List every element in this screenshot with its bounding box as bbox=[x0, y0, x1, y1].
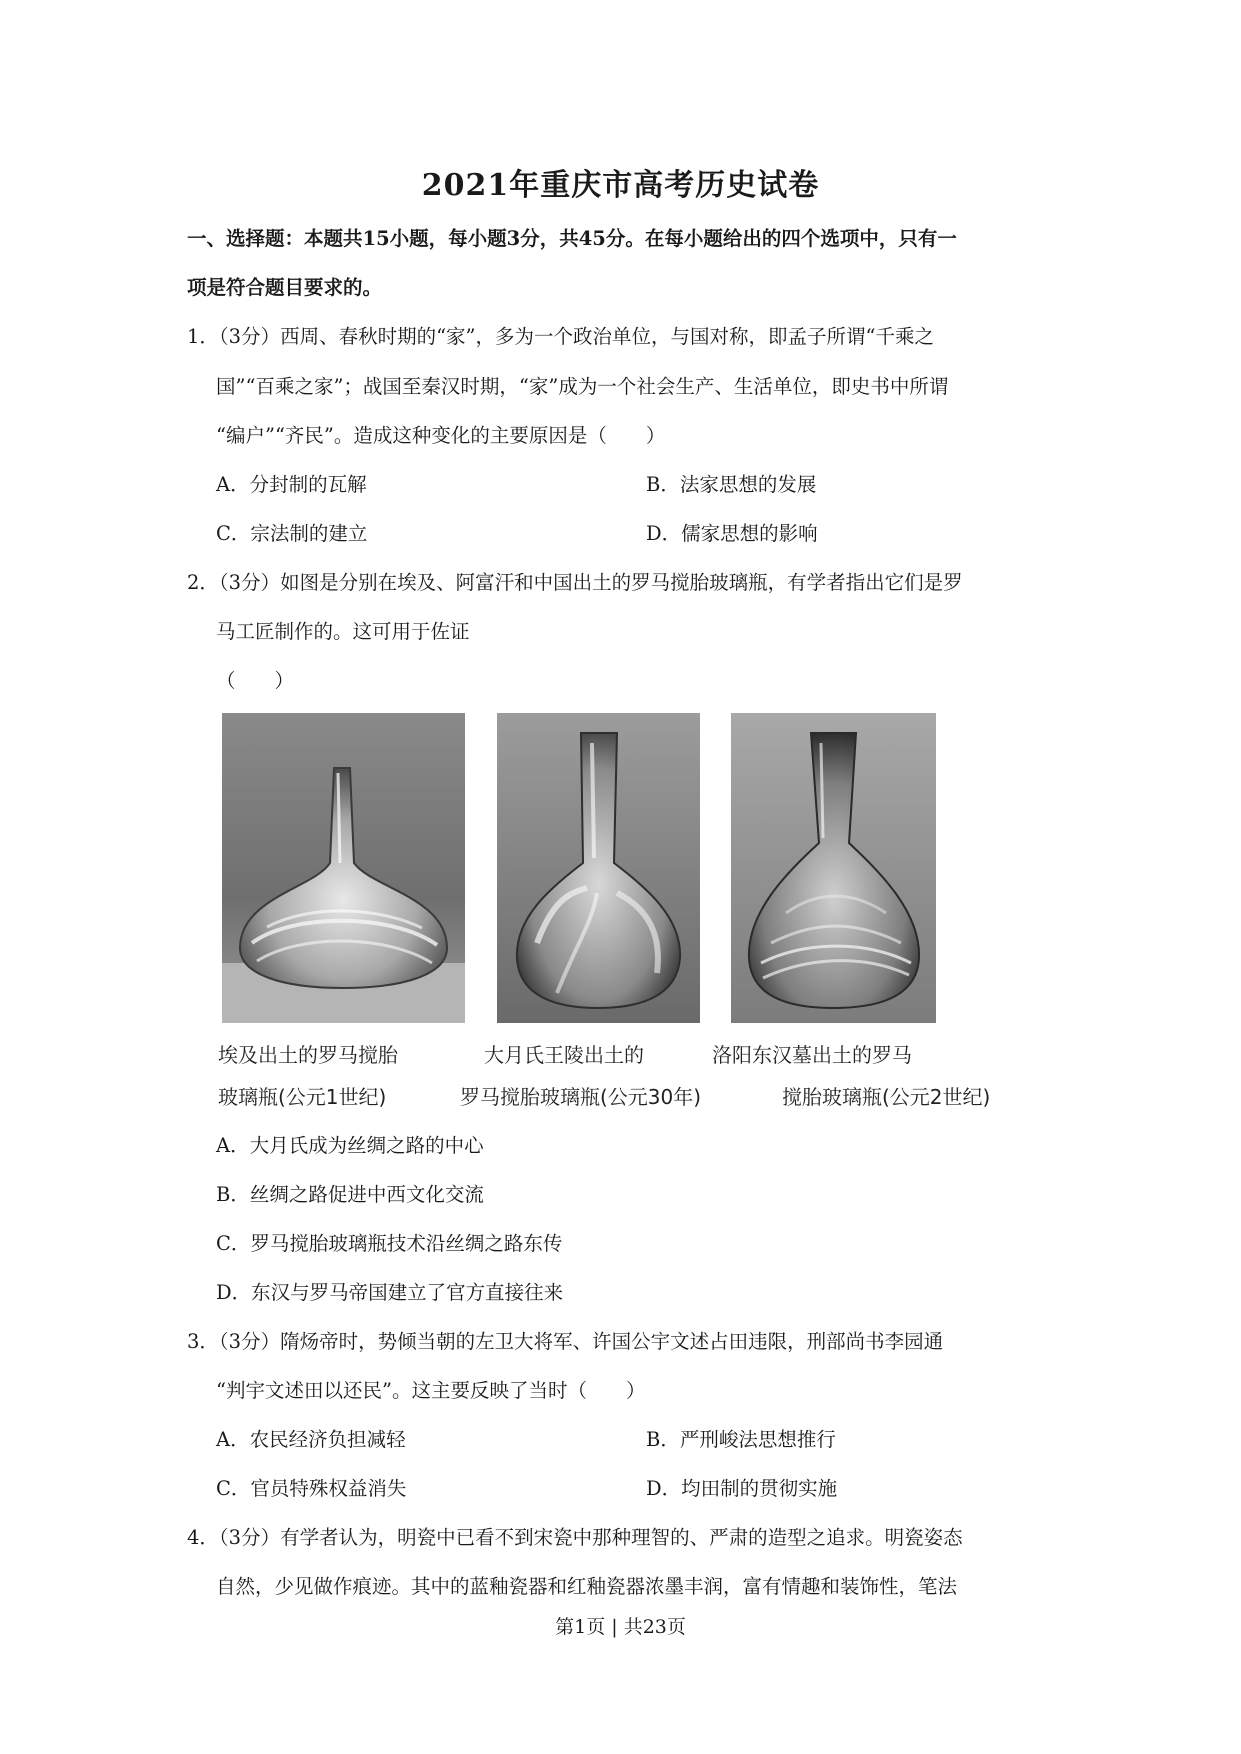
luoyang-glass-flask-photo bbox=[731, 713, 936, 1023]
egypt-glass-flask-photo bbox=[222, 713, 465, 1023]
q2-stem-line-2: 马工匠制作的。这可用于佐证 bbox=[216, 620, 470, 643]
q2-option-d: D．东汉与罗马帝国建立了官方直接往来 bbox=[216, 1281, 564, 1304]
q3-stem-line-1: 3．（3分）隋炀帝时，势倾当朝的左卫大将军、许国公宇文述占田违限，刑部尚书李园通 bbox=[187, 1330, 944, 1353]
q1-stem-line-1: 1．（3分）西周、春秋时期的“家”，多为一个政治单位，与国对称，即孟子所谓“千乘之 bbox=[187, 325, 934, 348]
section-heading-line-2: 项是符合题目要求的。 bbox=[187, 276, 383, 299]
q3-stem-line-2: “判宇文述田以还民”。这主要反映了当时（ ） bbox=[216, 1379, 646, 1402]
q4-stem-line-2: 自然，少见做作痕迹。其中的蓝釉瓷器和红釉瓷器浓墨丰润，富有情趣和装饰性，笔法 bbox=[216, 1575, 958, 1598]
afghanistan-glass-flask-photo bbox=[497, 713, 700, 1023]
q2-stem-line-1: 2．（3分）如图是分别在埃及、阿富汗和中国出土的罗马搅胎玻璃瓶，有学者指出它们是罗 bbox=[187, 571, 963, 594]
q2-option-b: B．丝绸之路促进中西文化交流 bbox=[216, 1183, 484, 1206]
q1-option-c: C．宗法制的建立 bbox=[216, 522, 368, 545]
q4-stem-line-1: 4．（3分）有学者认为，明瓷中已看不到宋瓷中那种理智的、严肃的造型之追求。明瓷姿态 bbox=[187, 1526, 963, 1549]
q3-option-d: D．均田制的贯彻实施 bbox=[646, 1477, 838, 1500]
q3-option-a: A．农民经济负担减轻 bbox=[216, 1428, 406, 1451]
q1-stem-line-3: “编户”“齐民”。造成这种变化的主要原因是（ ） bbox=[216, 424, 666, 447]
q1-stem-line-2: 国”“百乘之家”；战国至秦汉时期，“家”成为一个社会生产、生活单位，即史书中所谓 bbox=[216, 375, 949, 398]
q3-option-b: B．严刑峻法思想推行 bbox=[646, 1428, 836, 1451]
section-heading-line-1: 一、选择题：本题共15小题，每小题3分，共45分。在每小题给出的四个选项中，只有一 bbox=[187, 227, 957, 250]
caption-afghanistan-line-1: 大月氏王陵出土的 bbox=[484, 1043, 644, 1067]
caption-luoyang-line-2: 搅胎玻璃瓶(公元2世纪) bbox=[782, 1085, 991, 1109]
q1-option-d: D．儒家思想的影响 bbox=[646, 522, 818, 545]
caption-egypt-line-1: 埃及出土的罗马搅胎 bbox=[218, 1043, 398, 1067]
q2-stem-line-3: （ ） bbox=[216, 669, 295, 692]
page-title: 2021年重庆市高考历史试卷 bbox=[421, 168, 820, 203]
q2-option-c: C．罗马搅胎玻璃瓶技术沿丝绸之路东传 bbox=[216, 1232, 563, 1255]
q1-option-b: B．法家思想的发展 bbox=[646, 473, 817, 496]
q3-option-c: C．官员特殊权益消失 bbox=[216, 1477, 407, 1500]
caption-egypt-line-2: 玻璃瓶(公元1世纪) bbox=[218, 1085, 387, 1109]
q2-option-a: A．大月氏成为丝绸之路的中心 bbox=[216, 1134, 484, 1157]
q1-option-a: A．分封制的瓦解 bbox=[216, 473, 367, 496]
caption-afghanistan-line-2: 罗马搅胎玻璃瓶(公元30年) bbox=[460, 1085, 702, 1109]
page-footer: 第1页 | 共23页 bbox=[555, 1616, 686, 1638]
caption-luoyang-line-1: 洛阳东汉墓出土的罗马 bbox=[712, 1043, 912, 1067]
